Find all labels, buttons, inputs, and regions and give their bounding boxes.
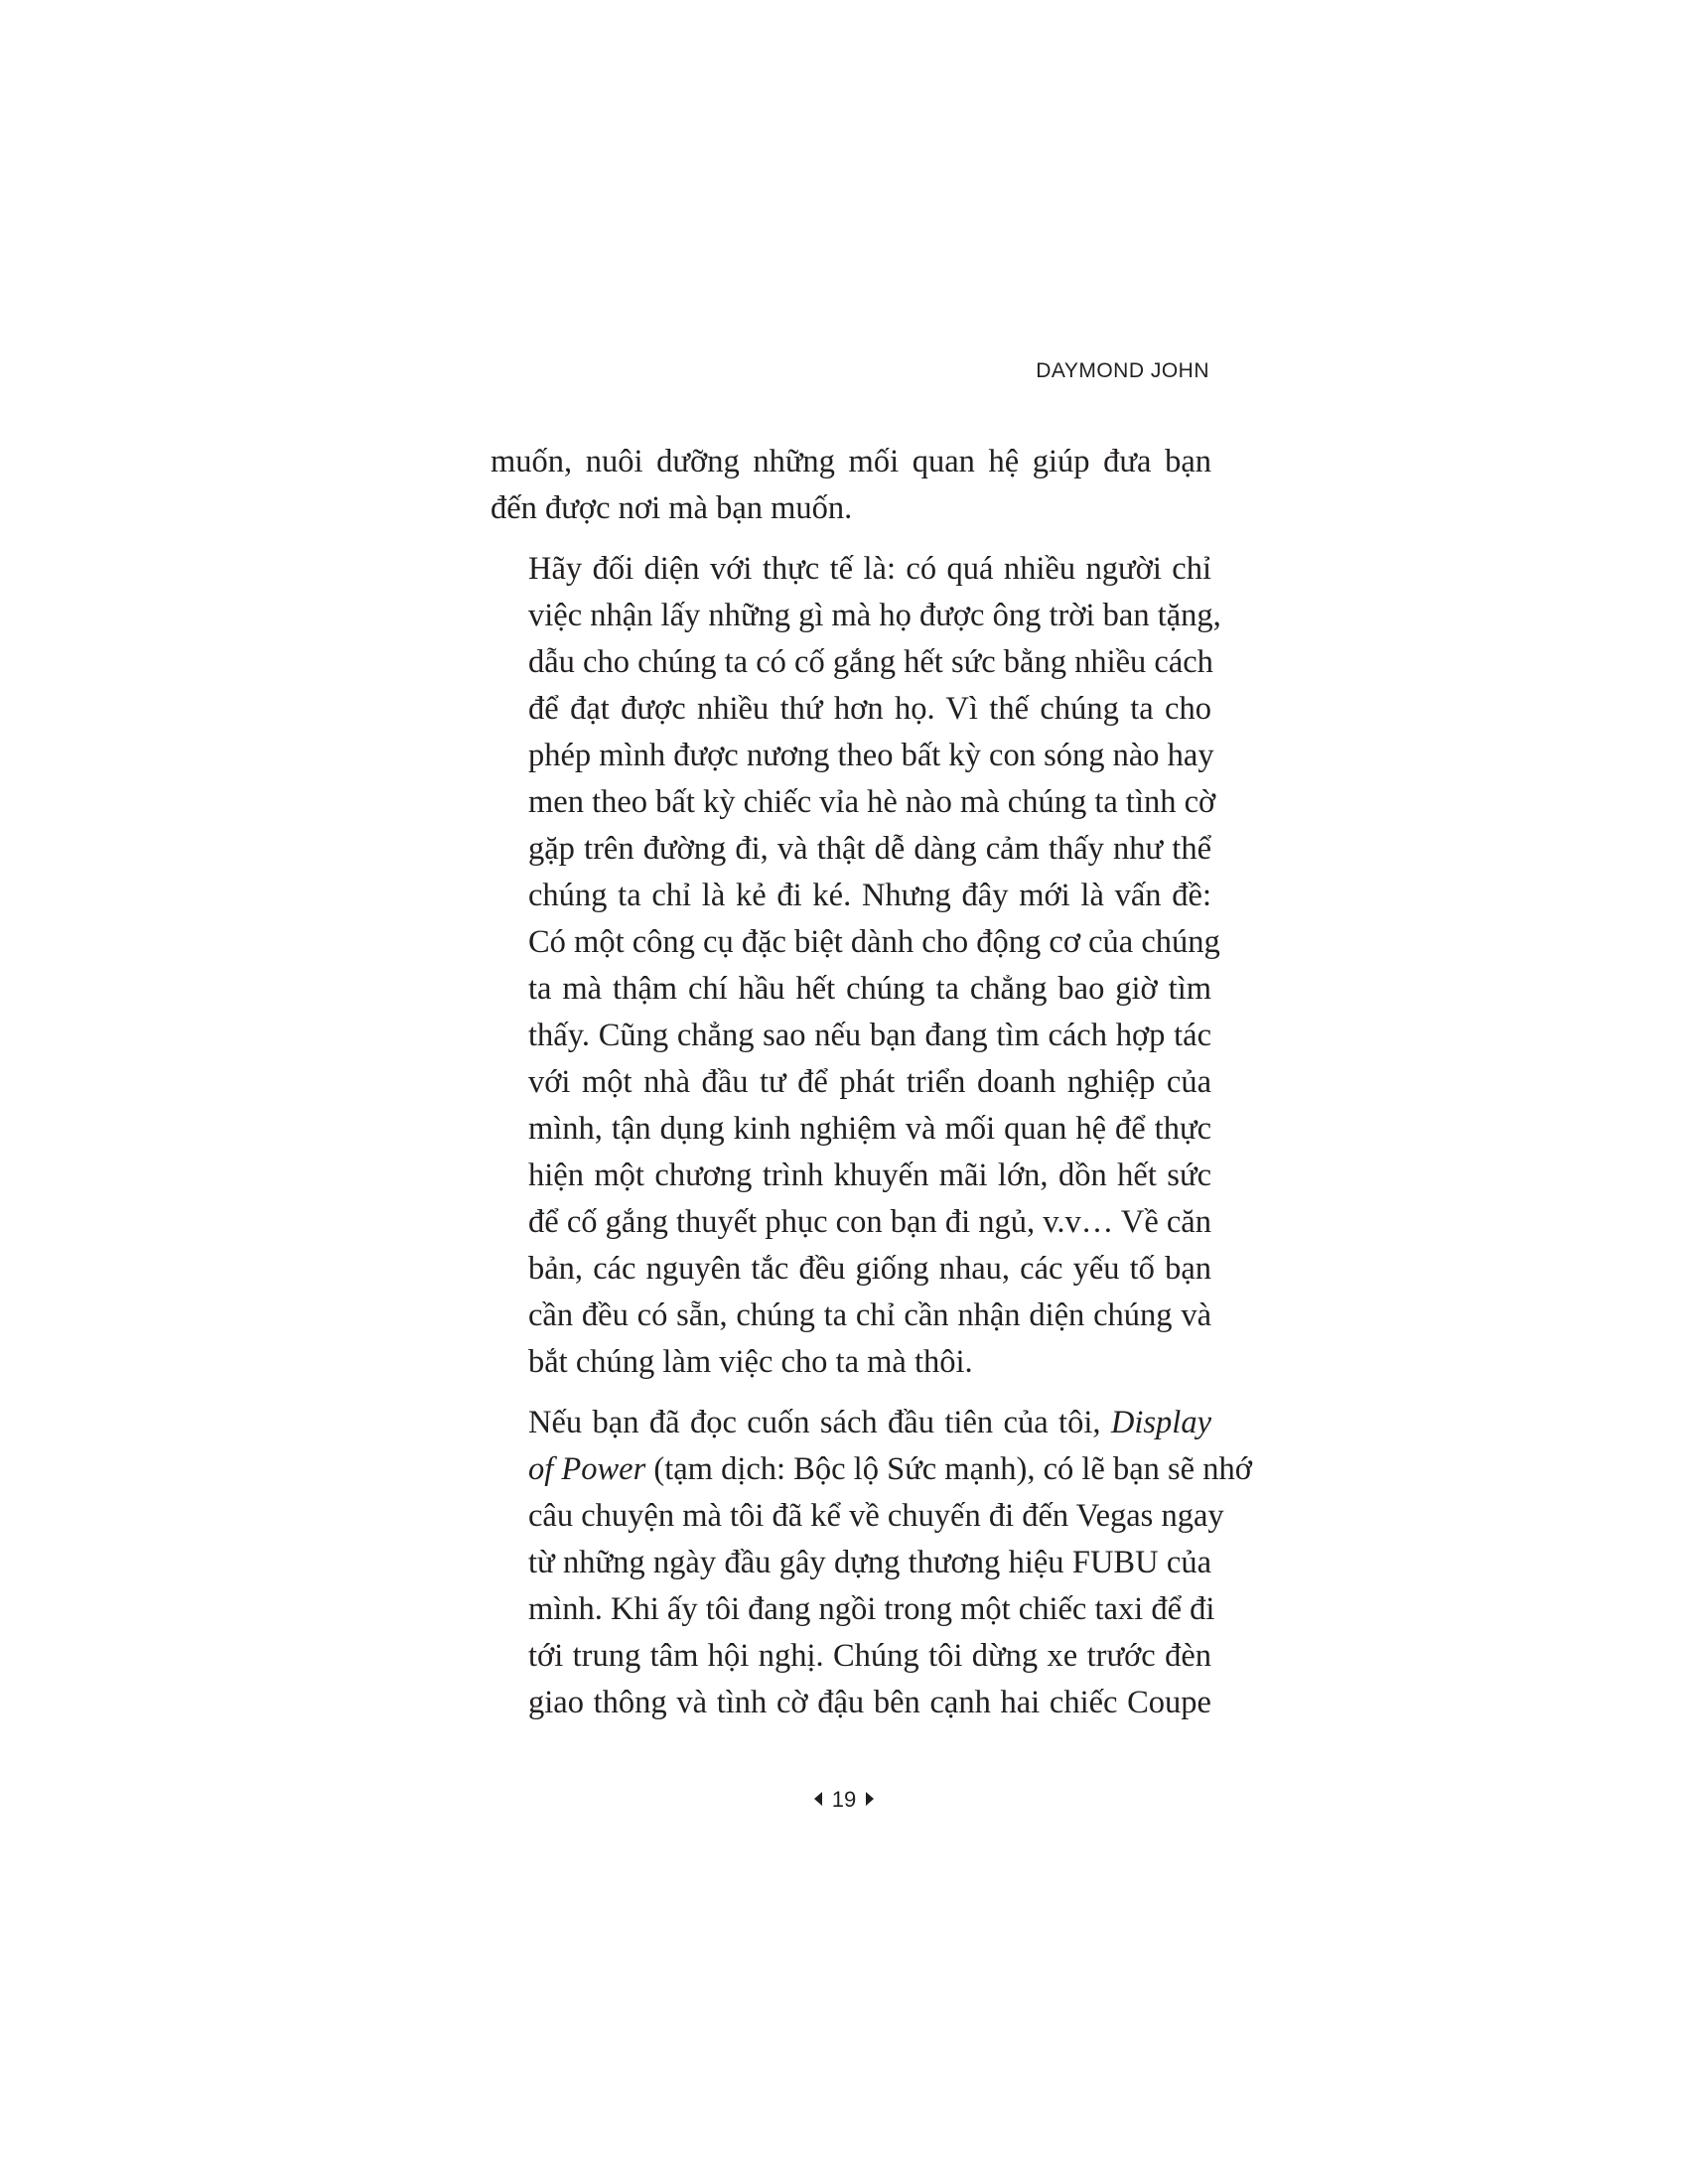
text-line: Có một công cụ đặc biệt dành cho động cơ của chúng [528, 924, 1220, 960]
text-run: Nếu bạn đã đọc cuốn sách đầu tiên của tôi, [528, 1405, 1111, 1440]
text-line: gặp trên đường đi, và thật dễ dàng cảm thấy như thể [528, 831, 1211, 867]
text-line: Hãy đối diện với thực tế là: có quá nhiều người chỉ [528, 551, 1211, 587]
paragraph-1 [491, 439, 1211, 532]
text-line: để cố gắng thuyết phục con bạn đi ngủ, v.v… Về căn [528, 1204, 1211, 1240]
text-line: men theo bất kỳ chiếc vỉa hè nào mà chúng ta tình cờ [528, 784, 1216, 820]
text-line: tới trung tâm hội nghị. Chúng tôi dừng xe trước đèn [528, 1638, 1211, 1674]
text-line [491, 1446, 1252, 1493]
text-line: hiện một chương trình khuyến mãi lớn, dồn hết sức [528, 1158, 1211, 1193]
text-line: việc nhận lấy những gì mà họ được ông trời ban tặng, [528, 598, 1221, 633]
text-line: cần đều có sẵn, chúng ta chỉ cần nhận diện chúng và [528, 1297, 1211, 1333]
text-line: đến được nơi mà bạn muốn. [491, 490, 853, 526]
text-line: câu chuyện mà tôi đã kể về chuyến đi đến Vegas ngay [528, 1498, 1224, 1534]
text-line: giao thông và tình cờ đậu bên cạnh hai chiếc Coupe [528, 1685, 1211, 1720]
text-line: dẫu cho chúng ta có cố gắng hết sức bằng nhiều cách [528, 644, 1213, 680]
running-head: DAYMOND JOHN [1036, 359, 1209, 382]
text-line: chúng ta chỉ là kẻ đi ké. Nhưng đây mới là vấn đề: [528, 878, 1211, 913]
book-title-italic: Display [1110, 1405, 1211, 1440]
text-line: với một nhà đầu tư để phát triển doanh nghiệp của [528, 1064, 1211, 1100]
text-line: từ những ngày đầu gây dựng thương hiệu FUBU của [528, 1545, 1211, 1580]
text-line: bản, các nguyên tắc đều giống nhau, các yếu tố bạn [528, 1251, 1211, 1287]
text-line: để đạt được nhiều thứ hơn họ. Vì thế chúng ta cho [528, 691, 1211, 727]
text-line: phép mình được nương theo bất kỳ con sóng nào hay [528, 738, 1214, 773]
text-line [491, 1400, 1211, 1446]
text-line: mình. Khi ấy tôi đang ngồi trong một chiếc taxi để đi [528, 1591, 1215, 1627]
book-title-italic: of Power [528, 1451, 646, 1487]
paragraph-2 [491, 546, 1221, 1386]
triangle-right-icon [866, 1792, 874, 1806]
text-line: ta mà thậm chí hầu hết chúng ta chẳng bao giờ tìm [528, 971, 1211, 1007]
text-line: muốn, nuôi dưỡng những mối quan hệ giúp đưa bạn [491, 444, 1211, 479]
triangle-left-icon [814, 1792, 822, 1806]
page-number: 19 [831, 1787, 857, 1812]
text-line: bắt chúng làm việc cho ta mà thôi. [528, 1344, 973, 1380]
text-line: thấy. Cũng chẳng sao nếu bạn đang tìm cách hợp tác [528, 1018, 1211, 1053]
paragraph-3 [491, 1400, 1252, 1726]
text-run: (tạm dịch: Bộc lộ Sức mạnh), có lẽ bạn sẽ nhớ [645, 1451, 1252, 1487]
page-footer [0, 1787, 1688, 1813]
body-text [491, 439, 1252, 1726]
text-line: mình, tận dụng kinh nghiệm và mối quan hệ để thực [528, 1111, 1211, 1147]
